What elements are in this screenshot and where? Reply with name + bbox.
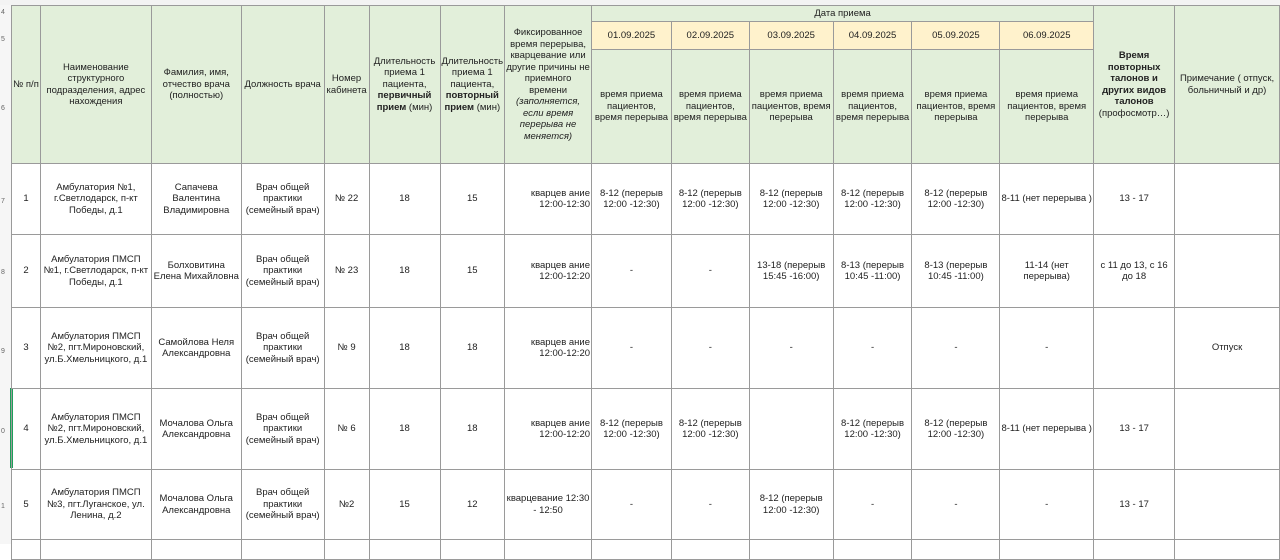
- cell-day[interactable]: 8-12 (перерыв 12:00 -12:30): [592, 389, 672, 470]
- cell-repeat-tickets[interactable]: 13 - 17: [1094, 389, 1175, 470]
- cell-doctor-name[interactable]: Сапачева Валентина Владимировна: [151, 164, 241, 235]
- cell-break[interactable]: кварцев ание 12:00-12:20: [505, 389, 592, 470]
- cell-cabinet[interactable]: № 23: [324, 235, 369, 308]
- cell-day[interactable]: 8-12 (перерыв 12:00 -12:30): [833, 389, 912, 470]
- cell-duration-repeat[interactable]: 12: [440, 470, 505, 540]
- row-number[interactable]: 6: [1, 105, 5, 112]
- header-num[interactable]: № п/п: [12, 6, 41, 164]
- cell-day[interactable]: -: [592, 235, 672, 308]
- cell-doctor-name[interactable]: Самойлова Неля Александровна: [151, 308, 241, 389]
- cell-day[interactable]: -: [671, 235, 749, 308]
- header-day-subcolumn[interactable]: время приема пациентов, время перерыва: [592, 50, 672, 164]
- header-date[interactable]: 02.09.2025: [671, 22, 749, 50]
- cell-day[interactable]: 11-14 (нет перерыва): [1000, 235, 1094, 308]
- cell-note[interactable]: [1175, 470, 1280, 540]
- cell-day[interactable]: -: [912, 308, 1000, 389]
- table-row: [12, 164, 1280, 235]
- cell-department[interactable]: Амбулатория ПМСП №2, пгт.Мироновский, ул.Б.Хмельницкого, д.1: [40, 308, 151, 389]
- cell-duration-repeat[interactable]: 15: [440, 235, 505, 308]
- header-note[interactable]: Примечание ( отпуск, больничный и др): [1175, 6, 1280, 164]
- header-duration-first[interactable]: Длительность приема 1 пациента, первичный прием (мин): [369, 6, 440, 164]
- empty-cell[interactable]: [671, 540, 749, 560]
- empty-cell[interactable]: [40, 540, 151, 560]
- header-date[interactable]: 03.09.2025: [749, 22, 833, 50]
- cell-duration-repeat[interactable]: 18: [440, 389, 505, 470]
- header-date[interactable]: 01.09.2025: [592, 22, 672, 50]
- cell-break[interactable]: кварцев ание 12:00-12:20: [505, 235, 592, 308]
- cell-day[interactable]: 8-11 (нет перерыва ): [1000, 389, 1094, 470]
- row-number[interactable]: 8: [1, 269, 5, 276]
- empty-cell[interactable]: [833, 540, 912, 560]
- cell-day[interactable]: 8-13 (перерыв 10:45 -11:00): [912, 235, 1000, 308]
- cell-day[interactable]: -: [1000, 308, 1094, 389]
- cell-duration-first[interactable]: 18: [369, 235, 440, 308]
- cell-cabinet[interactable]: №2: [324, 470, 369, 540]
- cell-day[interactable]: -: [671, 308, 749, 389]
- cell-doctor-name[interactable]: Мочалова Ольга Александровна: [151, 470, 241, 540]
- cell-day[interactable]: -: [912, 470, 1000, 540]
- header-day-subcolumn[interactable]: время приема пациентов, время перерыва: [671, 50, 749, 164]
- row-number[interactable]: 1: [1, 503, 5, 510]
- table-row: [12, 308, 1280, 389]
- row-number[interactable]: 9: [1, 348, 5, 355]
- cell-day[interactable]: 8-12 (перерыв 12:00 -12:30): [749, 470, 833, 540]
- header-date-group[interactable]: Дата приема: [592, 6, 1094, 22]
- header-department[interactable]: Наименование структурного подразделения, адрес нахождения: [40, 6, 151, 164]
- header-repeat-tickets[interactable]: Время повторных талонов и других видов талонов (профосмотр…): [1094, 6, 1175, 164]
- header-date[interactable]: 06.09.2025: [1000, 22, 1094, 50]
- cell-num[interactable]: 4: [12, 389, 41, 470]
- cell-duration-repeat[interactable]: 18: [440, 308, 505, 389]
- cell-position[interactable]: Врач общей практики (семейный врач): [241, 389, 324, 470]
- cell-day[interactable]: 8-11 (нет перерыва ): [1000, 164, 1094, 235]
- header-duration-repeat[interactable]: Длительность приема 1 пациента, повторный прием (мин): [440, 6, 505, 164]
- cell-cabinet[interactable]: № 9: [324, 308, 369, 389]
- cell-day[interactable]: -: [1000, 470, 1094, 540]
- row-number[interactable]: 7: [1, 198, 5, 205]
- header-cabinet[interactable]: Номер кабинета: [324, 6, 369, 164]
- cell-day[interactable]: 8-12 (перерыв 12:00 -12:30): [833, 164, 912, 235]
- header-date[interactable]: 05.09.2025: [912, 22, 1000, 50]
- empty-cell[interactable]: [505, 540, 592, 560]
- empty-cell[interactable]: [369, 540, 440, 560]
- empty-cell[interactable]: [749, 540, 833, 560]
- cell-note[interactable]: [1175, 164, 1280, 235]
- cell-num[interactable]: 5: [12, 470, 41, 540]
- cell-note[interactable]: [1175, 235, 1280, 308]
- cell-department[interactable]: Амбулатория ПМСП №1, г.Светлодарск, п-кт Победы, д.1: [40, 235, 151, 308]
- cell-doctor-name[interactable]: Болховитина Елена Михайловна: [151, 235, 241, 308]
- cell-day[interactable]: -: [671, 470, 749, 540]
- row-number[interactable]: 5: [1, 36, 5, 43]
- table-row: [12, 389, 1280, 470]
- cell-num[interactable]: 3: [12, 308, 41, 389]
- empty-cell[interactable]: [440, 540, 505, 560]
- table-row: [12, 470, 1280, 540]
- cell-day[interactable]: 8-12 (перерыв 12:00 -12:30): [671, 389, 749, 470]
- cell-duration-repeat[interactable]: 15: [440, 164, 505, 235]
- cell-day[interactable]: -: [833, 308, 912, 389]
- empty-cell[interactable]: [1000, 540, 1094, 560]
- cell-day[interactable]: -: [592, 470, 672, 540]
- cell-department[interactable]: Амбулатория №1, г.Светлодарск, п-кт Победы, д.1: [40, 164, 151, 235]
- cell-day[interactable]: 8-12 (перерыв 12:00 -12:30): [912, 389, 1000, 470]
- header-day-subcolumn[interactable]: время приема пациентов, время перерыва: [912, 50, 1000, 164]
- row-number[interactable]: 4: [1, 9, 5, 16]
- row-number[interactable]: 0: [1, 428, 5, 435]
- cell-note[interactable]: [1175, 389, 1280, 470]
- cell-position[interactable]: Врач общей практики (семейный врач): [241, 164, 324, 235]
- header-date[interactable]: 04.09.2025: [833, 22, 912, 50]
- cell-break[interactable]: кварцев ание 12:00-12:20: [505, 308, 592, 389]
- cell-duration-first[interactable]: 18: [369, 308, 440, 389]
- cell-day[interactable]: 8-12 (перерыв 12:00 -12:30): [671, 164, 749, 235]
- empty-cell[interactable]: [592, 540, 672, 560]
- empty-cell[interactable]: [912, 540, 1000, 560]
- cell-day[interactable]: 8-12 (перерыв 12:00 -12:30): [592, 164, 672, 235]
- cell-position[interactable]: Врач общей практики (семейный врач): [241, 235, 324, 308]
- empty-cell[interactable]: [324, 540, 369, 560]
- header-day-subcolumn[interactable]: время приема пациентов, время перерыва: [749, 50, 833, 164]
- cell-day[interactable]: 8-12 (перерыв 12:00 -12:30): [749, 164, 833, 235]
- cell-day[interactable]: 8-12 (перерыв 12:00 -12:30): [912, 164, 1000, 235]
- cell-department[interactable]: Амбулатория ПМСП №3, пгт.Луганское, ул. Ленина, д.2: [40, 470, 151, 540]
- header-day-subcolumn[interactable]: время приема пациентов, время перерыва: [1000, 50, 1094, 164]
- empty-cell[interactable]: [151, 540, 241, 560]
- cell-day[interactable]: [749, 389, 833, 470]
- cell-repeat-tickets[interactable]: 13 - 17: [1094, 164, 1175, 235]
- cell-department[interactable]: Амбулатория ПМСП №2, пгт.Мироновский, ул.Б.Хмельницкого, д.1: [40, 389, 151, 470]
- table-row: [12, 540, 1280, 560]
- cell-break[interactable]: кварцевание 12:30 - 12:50: [505, 470, 592, 540]
- cell-num[interactable]: 1: [12, 164, 41, 235]
- cell-day[interactable]: -: [749, 308, 833, 389]
- empty-cell[interactable]: [1094, 540, 1175, 560]
- cell-day[interactable]: 13-18 (перерыв 15:45 -16:00): [749, 235, 833, 308]
- header-fixed-break[interactable]: Фиксированное время перерыва, кварцевание или другие причины не приемного времени (заполняется, если время перерыва не меняется): [505, 6, 592, 164]
- cell-cabinet[interactable]: № 6: [324, 389, 369, 470]
- cell-day[interactable]: -: [592, 308, 672, 389]
- cell-repeat-tickets[interactable]: [1094, 308, 1175, 389]
- cell-position[interactable]: Врач общей практики (семейный врач): [241, 470, 324, 540]
- cell-break[interactable]: кварцев ание 12:00-12:30: [505, 164, 592, 235]
- empty-cell[interactable]: [1175, 540, 1280, 560]
- cell-duration-first[interactable]: 18: [369, 389, 440, 470]
- empty-cell[interactable]: [241, 540, 324, 560]
- cell-doctor-name[interactable]: Мочалова Ольга Александровна: [151, 389, 241, 470]
- cell-day[interactable]: 8-13 (перерыв 10:45 -11:00): [833, 235, 912, 308]
- table-row: [12, 235, 1280, 308]
- cell-duration-first[interactable]: 18: [369, 164, 440, 235]
- cell-position[interactable]: Врач общей практики (семейный врач): [241, 308, 324, 389]
- cell-duration-first[interactable]: 15: [369, 470, 440, 540]
- empty-cell[interactable]: [12, 540, 41, 560]
- cell-num[interactable]: 2: [12, 235, 41, 308]
- header-doctor-name[interactable]: Фамилия, имя, отчество врача (полностью): [151, 6, 241, 164]
- header-day-subcolumn[interactable]: время приема пациентов, время перерыва: [833, 50, 912, 164]
- cell-repeat-tickets[interactable]: 13 - 17: [1094, 470, 1175, 540]
- cell-day[interactable]: -: [833, 470, 912, 540]
- cell-repeat-tickets[interactable]: с 11 до 13, с 16 до 18: [1094, 235, 1175, 308]
- header-position[interactable]: Должность врача: [241, 6, 324, 164]
- cell-note[interactable]: Отпуск: [1175, 308, 1280, 389]
- cell-cabinet[interactable]: № 22: [324, 164, 369, 235]
- schedule-table: [11, 5, 1280, 560]
